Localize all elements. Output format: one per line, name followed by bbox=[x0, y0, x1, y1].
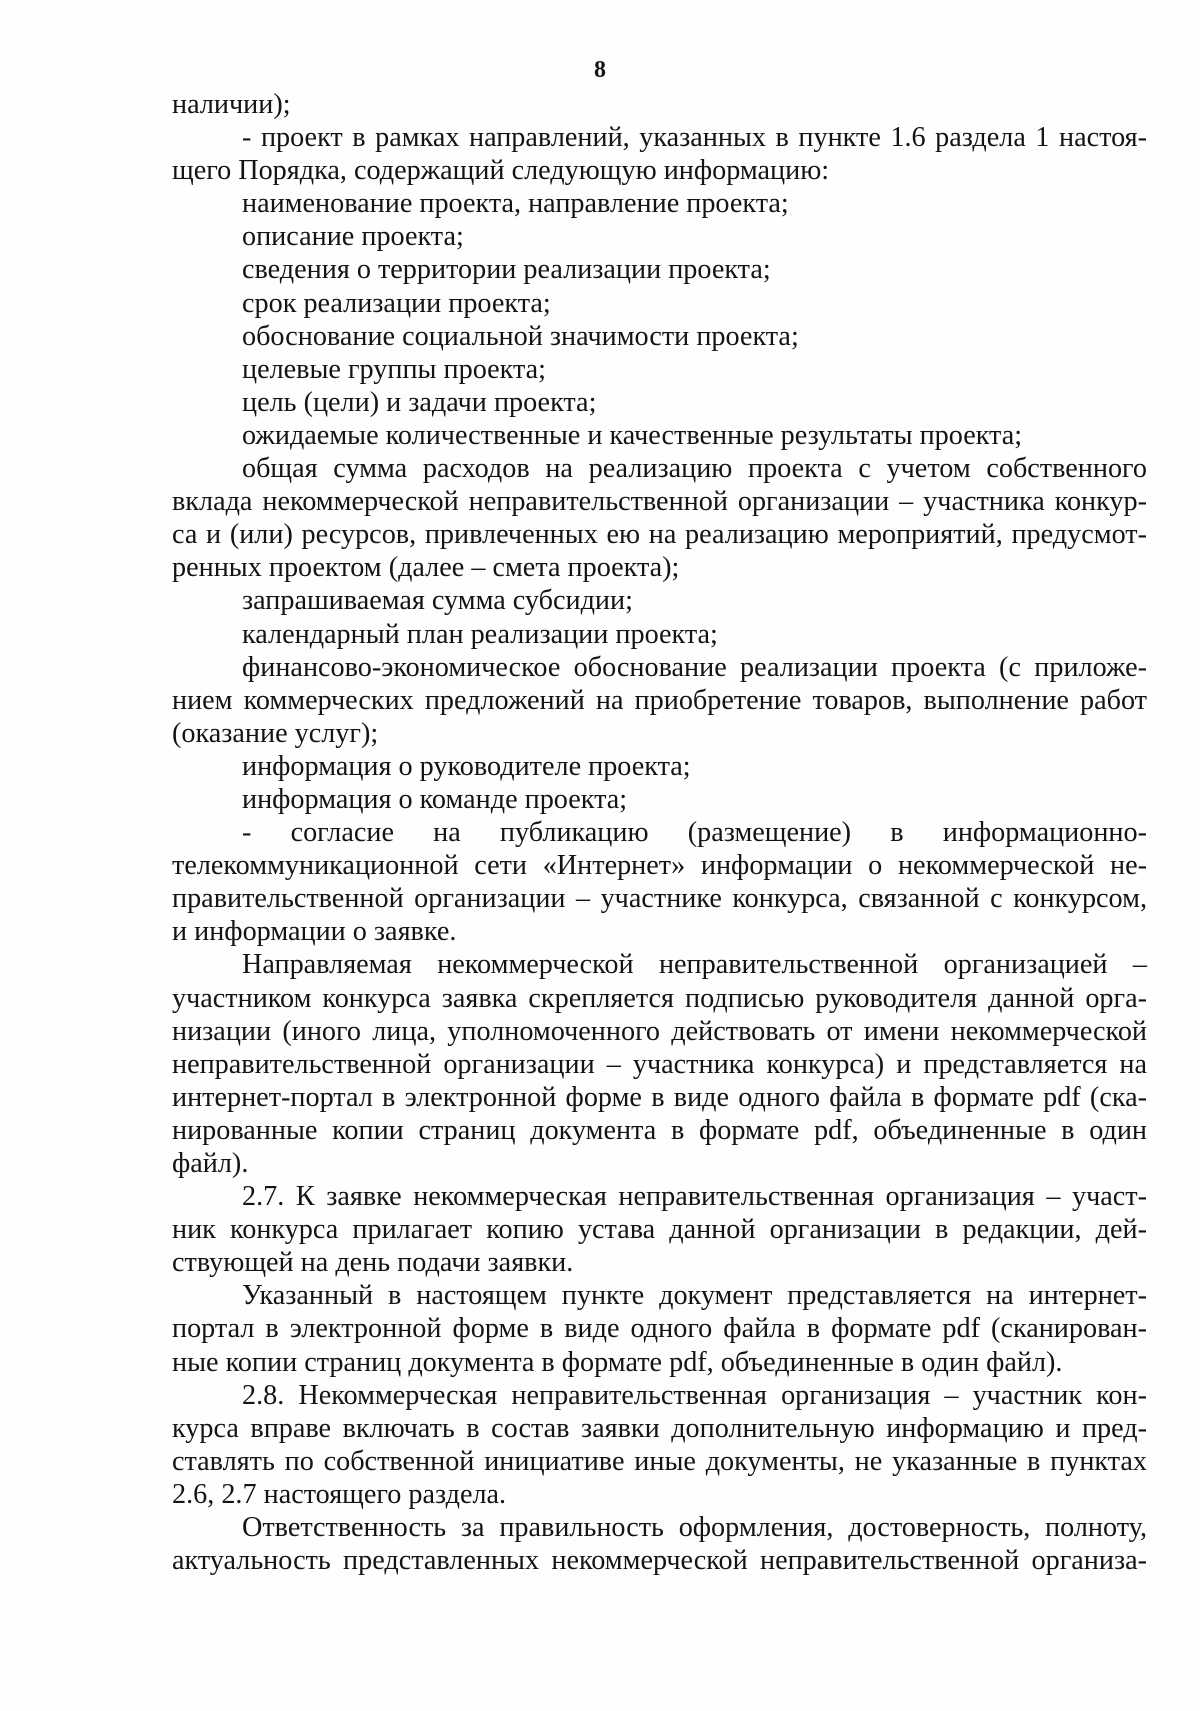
text-line: и информации о заявке. bbox=[172, 916, 457, 948]
text-line: 2.7. К заявке некоммерческая неправительственная организация – участ- bbox=[242, 1181, 1147, 1213]
document-body bbox=[172, 88, 1147, 1577]
text-line: информация о команде проекта; bbox=[242, 783, 628, 815]
text-line: актуальность представленных некоммерческой неправительственной организа- bbox=[172, 1545, 1147, 1577]
text-line: целевые группы проекта; bbox=[242, 353, 546, 385]
text-line: наличии); bbox=[172, 89, 291, 120]
text-line: запрашиваемая сумма субсидии; bbox=[242, 585, 633, 617]
text-line: ник конкурса прилагает копию устава данной организации в редакции, дей- bbox=[172, 1214, 1147, 1246]
text-line: 2.8. Некоммерческая неправительственная организация – участник кон- bbox=[242, 1379, 1147, 1411]
text-line: нированные копии страниц документа в формате pdf, объединенные в один bbox=[172, 1114, 1147, 1146]
text-line: описание проекта; bbox=[242, 221, 464, 253]
text-line: - согласие на публикацию (размещение) в информационно- bbox=[242, 817, 1147, 849]
text-line: календарный план реализации проекта; bbox=[242, 618, 718, 650]
text-line: телекоммуникационной сети «Интернет» информации о некоммерческой не- bbox=[172, 850, 1147, 882]
text-line: курса вправе включать в состав заявки дополнительную информацию и пред- bbox=[172, 1412, 1147, 1444]
text-line: (оказание услуг); bbox=[172, 717, 379, 749]
text-line: ные копии страниц документа в формате pdf, объединенные в один файл). bbox=[172, 1346, 1063, 1378]
text-line: ожидаемые количественные и качественные результаты проекта; bbox=[242, 419, 1023, 451]
text-line: ствующей на день подачи заявки. bbox=[172, 1247, 574, 1279]
text-line: общая сумма расходов на реализацию проекта с учетом собственного bbox=[242, 453, 1147, 485]
text-line: вклада некоммерческой неправительственной организации – участника конкур- bbox=[172, 486, 1147, 518]
text-line: неправительственной организации – участника конкурса) и представляется на bbox=[172, 1048, 1147, 1080]
text-line: правительственной организации – участнике конкурса, связанной с конкурсом, bbox=[172, 883, 1147, 915]
text-line: щего Порядка, содержащий следующую информацию: bbox=[172, 155, 830, 187]
text-line: портал в электронной форме в виде одного файла в формате pdf (сканирован- bbox=[172, 1313, 1147, 1345]
text-line: интернет-портал в электронной форме в виде одного файла в формате pdf (ска- bbox=[172, 1081, 1147, 1113]
page-number: 8 bbox=[594, 57, 606, 83]
text-line: низации (иного лица, уполномоченного действовать от имени некоммерческой bbox=[172, 1015, 1147, 1047]
text-line: 2.6, 2.7 настоящего раздела. bbox=[172, 1478, 507, 1510]
text-line: са и (или) ресурсов, привлеченных ею на реализацию мероприятий, предусмот- bbox=[172, 519, 1147, 551]
text-line: нием коммерческих предложений на приобретение товаров, выполнение работ bbox=[172, 684, 1147, 716]
text-line: срок реализации проекта; bbox=[242, 287, 551, 319]
text-line: файл). bbox=[172, 1148, 249, 1179]
text-line: сведения о территории реализации проекта; bbox=[242, 254, 771, 286]
text-line: ренных проектом (далее – смета проекта); bbox=[172, 552, 680, 584]
text-line: Направляемая некоммерческой неправительственной организацией – bbox=[242, 949, 1147, 981]
text-line: наименование проекта, направление проекта; bbox=[242, 188, 789, 220]
text-line: обоснование социальной значимости проекта; bbox=[242, 320, 799, 352]
text-line: Ответственность за правильность оформления, достоверность, полноту, bbox=[242, 1512, 1147, 1544]
text-line: участником конкурса заявка скрепляется подписью руководителя данной орга- bbox=[172, 982, 1147, 1014]
text-line: ставлять по собственной инициативе иные документы, не указанные в пунктах bbox=[172, 1445, 1147, 1477]
text-line: Указанный в настоящем пункте документ представляется на интернет- bbox=[242, 1280, 1147, 1312]
text-line: цель (цели) и задачи проекта; bbox=[242, 386, 597, 418]
text-line: финансово-экономическое обоснование реализации проекта (с приложе- bbox=[242, 651, 1147, 683]
text-line: информация о руководителе проекта; bbox=[242, 750, 691, 782]
text-line: - проект в рамках направлений, указанных в пункте 1.6 раздела 1 настоя- bbox=[242, 122, 1147, 154]
